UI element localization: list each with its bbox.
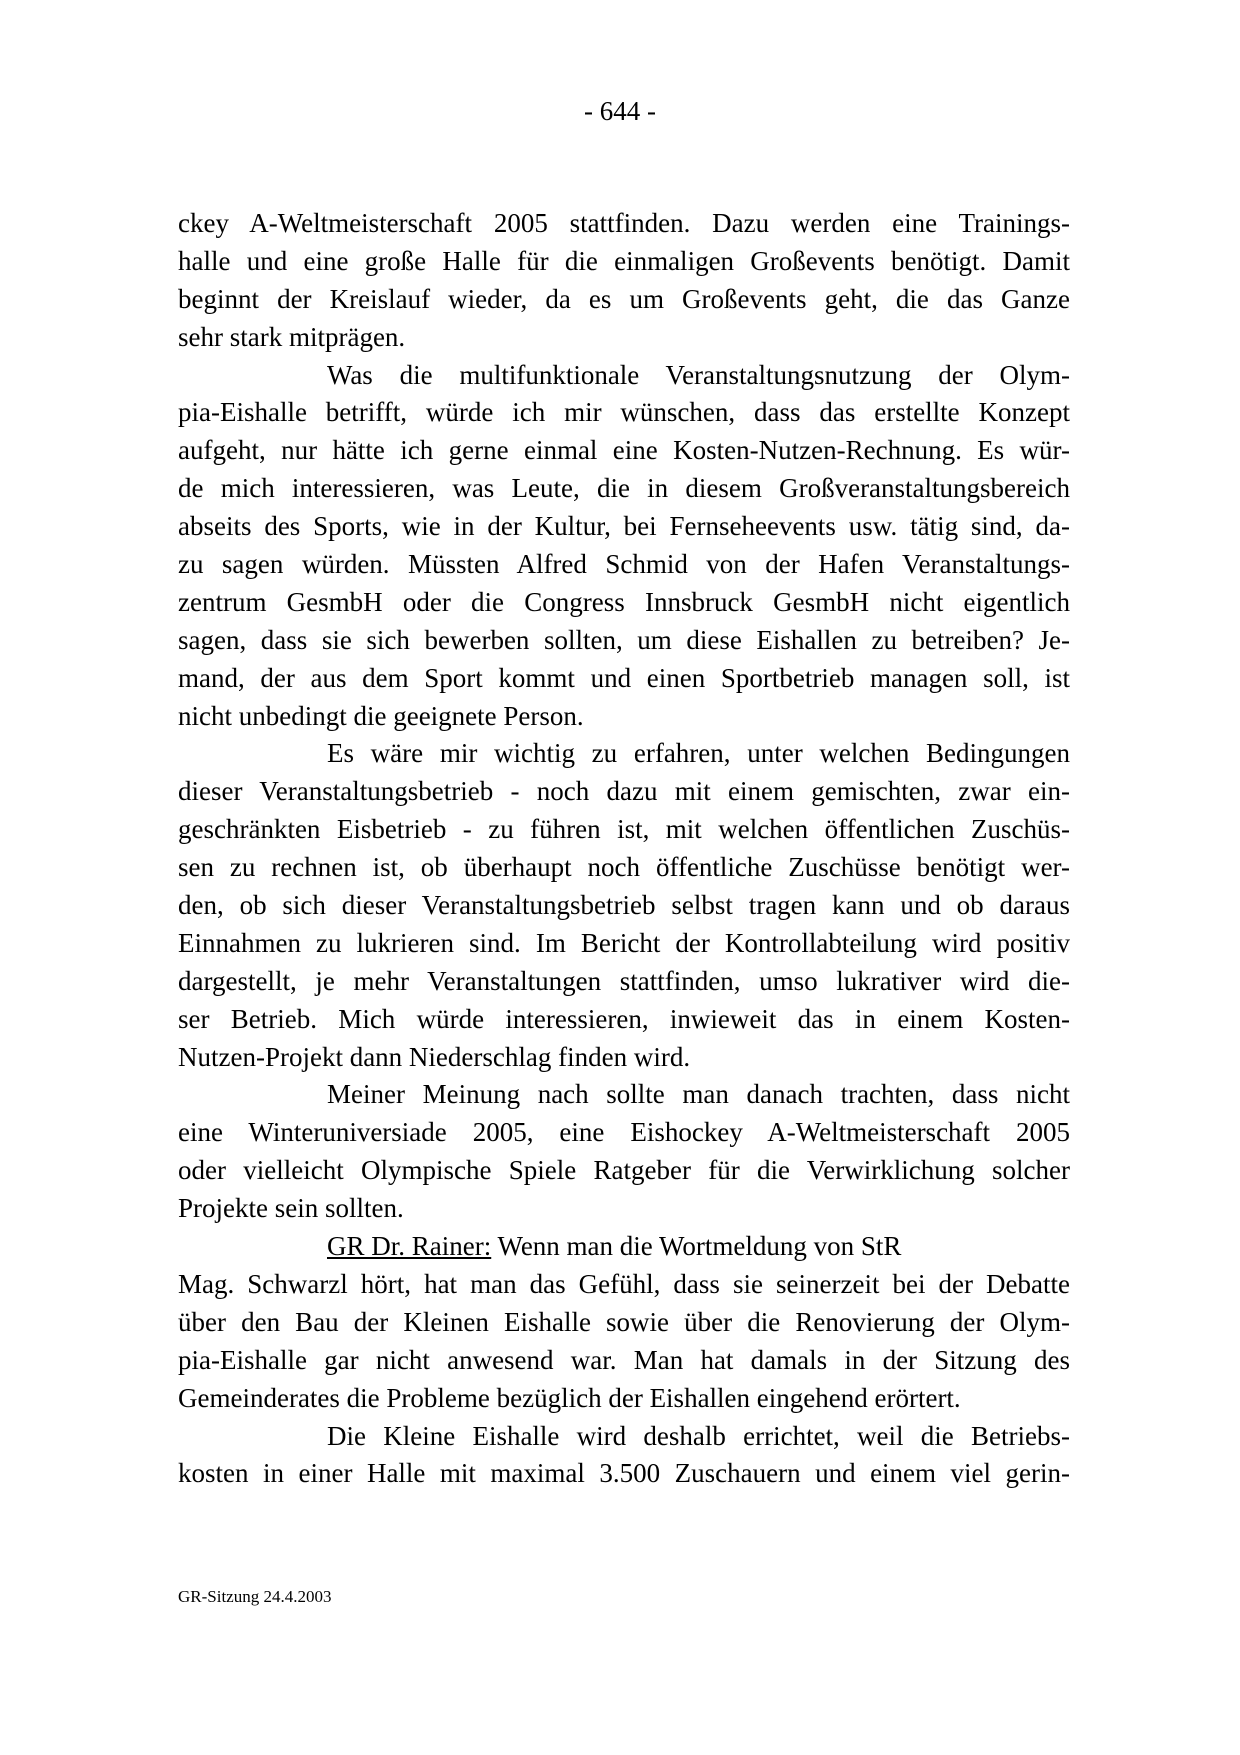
text-line: geschränkten Eisbetrieb - zu führen ist, mit welchen öffentlichen Zuschüs- <box>178 814 1070 845</box>
text-line: oder vielleicht Olympische Spiele Ratgeber für die Verwirklichung solcher <box>178 1155 1070 1186</box>
text-line: zentrum GesmbH oder die Congress Innsbruck GesmbH nicht eigentlich <box>178 586 1070 617</box>
page-number: - 644 - <box>584 96 656 126</box>
text-line: mand, der aus dem Sport kommt und einen Sportbetrieb managen soll, ist <box>178 662 1070 693</box>
text-line: nicht unbedingt die geeignete Person. <box>178 700 584 731</box>
text-line: Die Kleine Eishalle wird deshalb errichtet, weil die Betriebs- <box>327 1420 1070 1451</box>
speaker-line <box>178 1228 1070 1266</box>
text-line: sehr stark mitprägen. <box>178 321 406 352</box>
text-line: ckey A-Weltmeisterschaft 2005 stattfinden. Dazu werden eine Trainings- <box>178 208 1070 238</box>
text-line: halle und eine große Halle für die einmaligen Großevents benötigt. Damit <box>178 245 1070 276</box>
text-line: Gemeinderates die Probleme bezüglich der Eishallen eingehend erörtert. <box>178 1382 961 1413</box>
text-line: dargestellt, je mehr Veranstaltungen stattfinden, umso lukrativer wird die- <box>178 965 1070 996</box>
footer-session-date: GR-Sitzung 24.4.2003 <box>178 1587 332 1606</box>
text-line: den, ob sich dieser Veranstaltungsbetrieb selbst tragen kann und ob daraus <box>178 890 1070 921</box>
speaker-name: GR Dr. Rainer: <box>327 1231 492 1262</box>
text-line: eine Winteruniversiade 2005, eine Eishockey A-Weltmeisterschaft 2005 <box>178 1117 1070 1148</box>
text-line: Projekte sein sollten. <box>178 1193 404 1224</box>
text-line: beginnt der Kreislauf wieder, da es um Großevents geht, die das Ganze <box>178 283 1070 314</box>
text-line: über den Bau der Kleinen Eishalle sowie über die Renovierung der Olym- <box>178 1306 1070 1337</box>
text-line: Meiner Meinung nach sollte man danach trachten, dass nicht <box>327 1079 1070 1110</box>
text-line: abseits des Sports, wie in der Kultur, bei Fernseheevents usw. tätig sind, da- <box>178 511 1070 542</box>
text-line: pia-Eishalle betrifft, würde ich mir wünschen, dass das erstellte Konzept <box>178 397 1070 428</box>
text-line: sagen, dass sie sich bewerben sollten, um diese Eishallen zu betreiben? Je- <box>178 624 1070 655</box>
text-line: sen zu rechnen ist, ob überhaupt noch öffentliche Zuschüsse benötigt wer- <box>178 852 1070 883</box>
speaker-text: Wenn man die Wortmeldung von StR <box>497 1231 902 1262</box>
text-line: Nutzen-Projekt dann Niederschlag finden wird. <box>178 1041 691 1072</box>
text-line: Mag. Schwarzl hört, hat man das Gefühl, dass sie seinerzeit bei der Debatte <box>178 1268 1070 1299</box>
text-line: zu sagen würden. Müssten Alfred Schmid von der Hafen Veranstaltungs- <box>178 549 1070 580</box>
text-line: kosten in einer Halle mit maximal 3.500 Zuschauern und einem viel gerin- <box>178 1458 1070 1489</box>
text-line: Was die multifunktionale Veranstaltungsnutzung der Olym- <box>327 359 1070 390</box>
text-line: dieser Veranstaltungsbetrieb - noch dazu mit einem gemischten, zwar ein- <box>178 776 1070 807</box>
text-line: pia-Eishalle gar nicht anwesend war. Man hat damals in der Sitzung des <box>178 1344 1070 1375</box>
text-line: de mich interessieren, was Leute, die in diesem Großveranstaltungsbereich <box>178 473 1070 504</box>
text-line: ser Betrieb. Mich würde interessieren, inwieweit das in einem Kosten- <box>178 1003 1070 1034</box>
text-line: Es wäre mir wichtig zu erfahren, unter welchen Bedingungen <box>327 738 1070 769</box>
text-line: Einnahmen zu lukrieren sind. Im Bericht der Kontrollabteilung wird positiv <box>178 927 1070 958</box>
text-line: aufgeht, nur hätte ich gerne einmal eine Kosten-Nutzen-Rechnung. Es wür- <box>178 435 1070 466</box>
body-text <box>178 205 1070 1493</box>
